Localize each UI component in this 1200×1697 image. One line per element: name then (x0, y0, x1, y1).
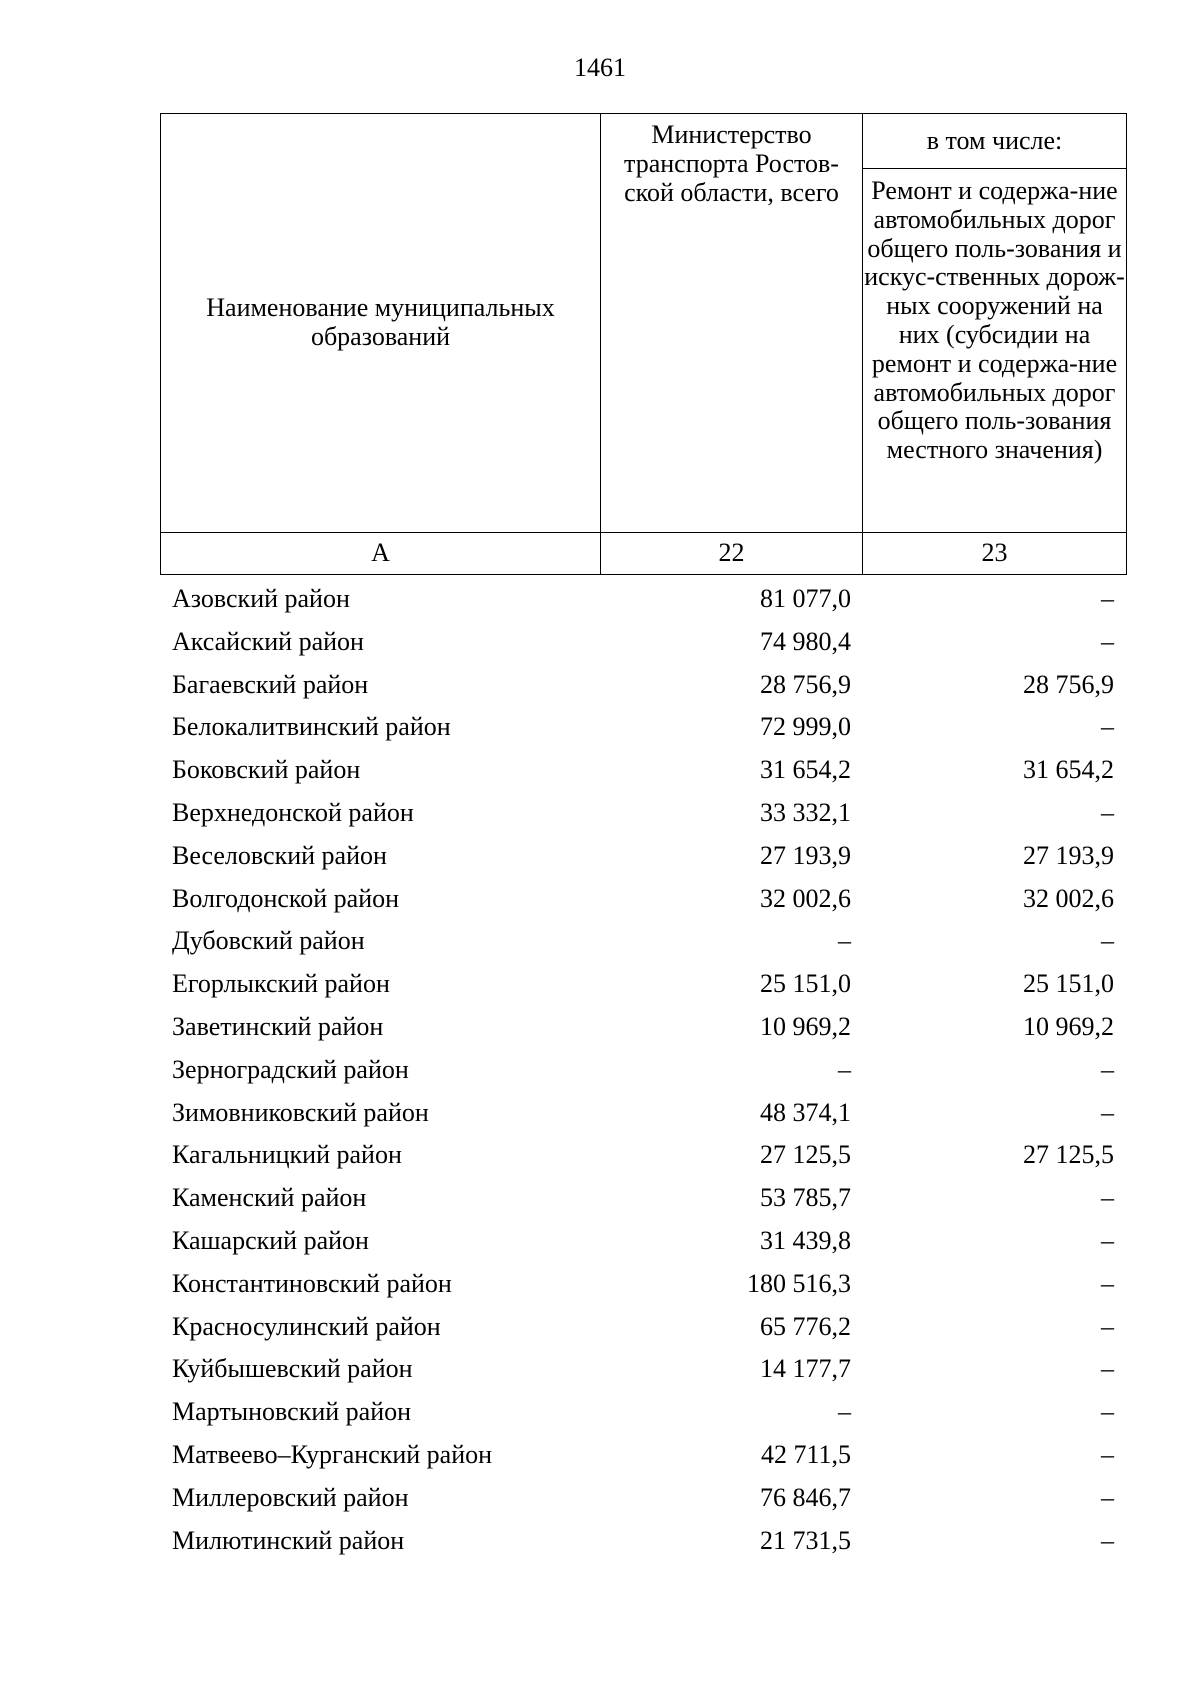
road-repair-value: – (1101, 1097, 1114, 1127)
ministry-total-value: 74 980,4 (760, 626, 851, 656)
ministry-total-value: – (838, 1397, 851, 1427)
ministry-total-value: 28 756,9 (760, 669, 851, 699)
table-row (160, 1306, 1126, 1349)
table-row (160, 1434, 1126, 1477)
municipality-name: Кашарский район (172, 1225, 369, 1255)
header-including-text: в том числе: (926, 125, 1063, 155)
road-repair-value: 28 756,9 (1023, 669, 1114, 699)
table-row (160, 1263, 1126, 1306)
ministry-total-value: 53 785,7 (760, 1183, 851, 1213)
ministry-total-value: 27 125,5 (760, 1140, 851, 1170)
municipality-name: Аксайский район (172, 626, 364, 656)
ministry-total-value: 180 516,3 (747, 1268, 851, 1298)
table-row (160, 792, 1126, 835)
municipality-name: Дубовский район (172, 926, 365, 956)
road-repair-value: – (1101, 1225, 1114, 1255)
road-repair-value: 27 193,9 (1023, 840, 1114, 870)
road-repair-value: – (1101, 712, 1114, 742)
table-row (160, 1092, 1126, 1135)
page-number: 1461 (574, 53, 626, 82)
road-repair-value: 27 125,5 (1023, 1140, 1114, 1170)
road-repair-value: – (1101, 1482, 1114, 1512)
table-row (160, 878, 1126, 921)
ministry-total-value: 21 731,5 (760, 1525, 851, 1555)
header-road-repair-text: Ремонт и содержа-ние автомобильных дорог общего поль-зования и искус-ственных дорож-ных сооружений на них (субсидии на ремонт и содержа-ние автомобильных дорог общего поль-зования местного значения) (864, 176, 1125, 465)
municipality-name: Матвеево–Курганский район (172, 1439, 493, 1469)
ministry-total-value: 76 846,7 (760, 1482, 851, 1512)
header-index-22: 22 (601, 533, 863, 575)
municipality-name: Каменский район (172, 1183, 367, 1213)
municipality-name: Зимовниковский район (172, 1097, 429, 1127)
municipality-name: Константиновский район (172, 1268, 452, 1298)
road-repair-value: 31 654,2 (1023, 755, 1114, 785)
table-row (160, 1049, 1126, 1092)
municipality-name: Багаевский район (172, 669, 369, 699)
header-ministry-total (601, 114, 863, 533)
ministry-total-value: – (838, 926, 851, 956)
header-index-a: А (161, 533, 601, 575)
road-repair-value: – (1101, 1354, 1114, 1384)
ministry-total-value: 72 999,0 (760, 712, 851, 742)
road-repair-value: – (1101, 1397, 1114, 1427)
ministry-total-value: 25 151,0 (760, 969, 851, 999)
municipality-name: Мартыновский район (172, 1397, 412, 1427)
table-row (160, 1006, 1126, 1049)
table-row (160, 920, 1126, 963)
municipality-name: Боковский район (172, 755, 361, 785)
municipality-name: Милютинский район (172, 1525, 405, 1555)
road-repair-value: 25 151,0 (1023, 969, 1114, 999)
table-row (160, 1391, 1126, 1434)
header-municipality-name (161, 114, 601, 533)
table-row (160, 706, 1126, 749)
table-header (160, 113, 1127, 575)
table-row (160, 578, 1126, 621)
road-repair-value: – (1101, 1311, 1114, 1341)
ministry-total-value: 65 776,2 (760, 1311, 851, 1341)
municipality-name: Зерноградский район (172, 1054, 409, 1084)
table-row (160, 963, 1126, 1006)
ministry-total-value: 48 374,1 (760, 1097, 851, 1127)
header-index-23: 23 (863, 533, 1127, 575)
municipality-name: Веселовский район (172, 840, 387, 870)
municipality-name: Верхнедонской район (172, 797, 414, 827)
table-row (160, 1477, 1126, 1520)
table-row (160, 1220, 1126, 1263)
ministry-total-value: 14 177,7 (760, 1354, 851, 1384)
municipality-name: Кагальницкий район (172, 1140, 402, 1170)
road-repair-value: – (1101, 1525, 1114, 1555)
municipality-name: Азовский район (172, 584, 350, 613)
road-repair-value: – (1101, 1268, 1114, 1298)
ministry-total-value: 81 077,0 (760, 584, 851, 613)
road-repair-value: – (1101, 1054, 1114, 1084)
ministry-total-value: 31 439,8 (760, 1225, 851, 1255)
road-repair-value: – (1101, 1439, 1114, 1469)
header-including (863, 114, 1127, 169)
table-row (160, 1134, 1126, 1177)
table-row (160, 1177, 1126, 1220)
municipality-name: Миллеровский район (172, 1482, 409, 1512)
road-repair-value: – (1101, 626, 1114, 656)
header-ministry-total-text: Министерство транспорта Ростов-ской области, всего (624, 120, 839, 207)
ministry-total-value: – (838, 1054, 851, 1084)
header-municipality-name-text: Наименование муниципальных образований (206, 293, 555, 351)
municipality-name: Егорлыкский район (172, 969, 390, 999)
ministry-total-value: 32 002,6 (760, 883, 851, 913)
ministry-total-value: 31 654,2 (760, 755, 851, 785)
municipality-name: Куйбышевский район (172, 1354, 413, 1384)
table-row (160, 1348, 1126, 1391)
ministry-total-value: 10 969,2 (760, 1011, 851, 1041)
road-repair-value: – (1101, 1183, 1114, 1213)
table-row (160, 664, 1126, 707)
road-repair-value: 10 969,2 (1023, 1011, 1114, 1041)
road-repair-value: – (1101, 926, 1114, 956)
municipality-name: Заветинский район (172, 1011, 384, 1041)
table-row (160, 835, 1126, 878)
municipality-name: Красносулинский район (172, 1311, 441, 1341)
municipality-name: Белокалитвинский район (172, 712, 451, 742)
table-row (160, 1520, 1126, 1563)
table-row (160, 621, 1126, 664)
table-body (160, 578, 1126, 1562)
header-road-repair (863, 169, 1127, 533)
ministry-total-value: 27 193,9 (760, 840, 851, 870)
road-repair-value: 32 002,6 (1023, 883, 1114, 913)
ministry-total-value: 33 332,1 (760, 797, 851, 827)
road-repair-value: – (1101, 584, 1114, 613)
road-repair-value: – (1101, 797, 1114, 827)
municipality-name: Волгодонской район (172, 883, 400, 913)
ministry-total-value: 42 711,5 (760, 1439, 851, 1469)
table-row (160, 749, 1126, 792)
